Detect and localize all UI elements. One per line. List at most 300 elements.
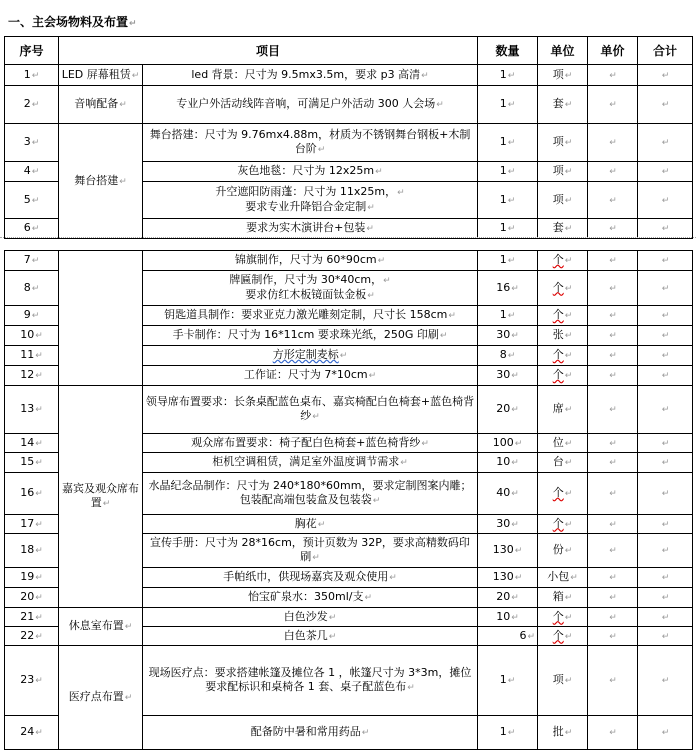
table-cell xyxy=(478,588,538,608)
table-cell xyxy=(143,86,478,124)
row-category: 医疗点布置 xyxy=(68,690,124,703)
table-cell xyxy=(5,386,59,434)
paragraph-mark: ↵ xyxy=(439,331,448,341)
row-qty: 1 xyxy=(499,192,507,206)
table-cell xyxy=(59,608,143,646)
paragraph-mark: ↵ xyxy=(448,311,456,321)
paragraph-mark: ↵ xyxy=(564,438,573,449)
paragraph-mark: ↵ xyxy=(31,167,40,177)
paragraph-mark: ↵ xyxy=(564,519,573,530)
paragraph-mark: ↵ xyxy=(564,631,573,642)
paragraph-mark: ↵ xyxy=(661,728,670,738)
paragraph-mark: ↵ xyxy=(511,489,519,499)
paragraph-mark: ↵ xyxy=(366,224,374,234)
row-unit: 项 xyxy=(552,67,564,81)
paragraph-mark: ↵ xyxy=(511,371,519,381)
paragraph-mark: ↵ xyxy=(400,458,408,468)
paragraph-mark: ↵ xyxy=(609,331,617,341)
table-cell xyxy=(478,473,538,515)
paragraph-mark: ↵ xyxy=(609,519,617,530)
row-description: 要求为实木演讲台+包装 xyxy=(246,221,366,234)
row-unit: 套 xyxy=(552,97,564,110)
paragraph-mark: ↵ xyxy=(609,676,617,686)
row-description: 工作证：尺寸为 7*10cm xyxy=(243,368,368,381)
row-unit: 席 xyxy=(552,402,564,415)
row-qty: 30 xyxy=(496,516,511,530)
paragraph-mark: ↵ xyxy=(317,519,326,530)
paragraph-mark: ↵ xyxy=(609,311,617,321)
paragraph-mark: ↵ xyxy=(35,458,43,468)
paragraph-mark: ↵ xyxy=(609,631,617,642)
paragraph-mark: ↵ xyxy=(124,693,133,703)
paragraph-mark: ↵ xyxy=(661,593,670,603)
table-cell xyxy=(538,86,588,124)
row-unit: 个 xyxy=(552,609,564,623)
table-cell xyxy=(143,182,478,219)
table-cell xyxy=(143,608,478,627)
paragraph-mark: ↵ xyxy=(564,489,573,499)
table-cell xyxy=(478,219,538,239)
paragraph-mark: ↵ xyxy=(609,405,617,415)
paragraph-mark: ↵ xyxy=(35,612,43,623)
paragraph-mark: ↵ xyxy=(609,70,617,81)
paragraph-mark: ↵ xyxy=(661,100,670,110)
table-cell xyxy=(478,646,538,716)
paragraph-mark: ↵ xyxy=(377,256,386,266)
paragraph-mark: ↵ xyxy=(31,70,40,81)
row-unit: 项 xyxy=(552,673,564,686)
table-cell xyxy=(5,434,59,453)
row-description: 锦旗制作，尺寸为 60*90cm xyxy=(234,253,377,266)
paragraph-mark: ↵ xyxy=(564,138,573,148)
row-seq: 15 xyxy=(20,455,35,468)
paragraph-mark: ↵ xyxy=(397,188,405,198)
table-cell xyxy=(538,219,588,239)
materials-table-part-1 xyxy=(4,36,693,239)
table-cell xyxy=(638,434,693,453)
paragraph-mark: ↵ xyxy=(609,458,617,468)
table-cell xyxy=(538,271,588,306)
row-seq: 11 xyxy=(20,348,35,361)
row-description-line-2: 要求仿红木板镜面钛金板 xyxy=(245,288,367,301)
paragraph-mark: ↵ xyxy=(35,351,43,361)
paragraph-mark: ↵ xyxy=(407,683,415,693)
paragraph-mark: ↵ xyxy=(564,593,573,603)
table-cell xyxy=(143,346,478,366)
table-cell xyxy=(588,86,638,124)
paragraph-mark: ↵ xyxy=(609,546,617,556)
paragraph-mark: ↵ xyxy=(372,496,381,506)
table-cell xyxy=(478,162,538,182)
row-seq: 9 xyxy=(23,308,31,321)
table-cell xyxy=(143,306,478,326)
table-cell xyxy=(638,124,693,162)
paragraph-mark: ↵ xyxy=(367,291,375,301)
table-cell xyxy=(638,588,693,608)
row-qty: 1 xyxy=(499,135,507,148)
table-cell xyxy=(143,124,478,162)
table-cell xyxy=(538,386,588,434)
table-cell xyxy=(638,86,693,124)
paragraph-mark: ↵ xyxy=(507,138,516,148)
paragraph-mark: ↵ xyxy=(507,676,516,686)
header-seq: 序号 xyxy=(5,37,59,65)
row-qty: 130 xyxy=(492,543,514,556)
table-cell xyxy=(538,716,588,750)
paragraph-mark: ↵ xyxy=(507,100,516,110)
table-cell xyxy=(5,65,59,86)
row-description: 配备防中暑和常用药品 xyxy=(250,725,361,738)
table-cell xyxy=(538,568,588,588)
row-qty: 1 xyxy=(499,97,507,110)
table-cell xyxy=(143,453,478,473)
table-cell xyxy=(59,124,143,239)
paragraph-mark: ↵ xyxy=(609,438,617,449)
table-cell xyxy=(478,515,538,534)
header-price: 单价 xyxy=(588,37,638,65)
paragraph-mark: ↵ xyxy=(511,458,519,468)
row-unit: 小包 xyxy=(547,570,570,583)
table-cell xyxy=(143,251,478,271)
table-cell xyxy=(143,386,478,434)
paragraph-mark: ↵ xyxy=(564,728,573,738)
table-cell xyxy=(5,627,59,646)
table-cell xyxy=(5,306,59,326)
header-total: 合计 xyxy=(638,37,693,65)
paragraph-mark: ↵ xyxy=(511,519,519,530)
table-cell xyxy=(143,271,478,306)
table-cell xyxy=(143,627,478,646)
table-cell xyxy=(143,534,478,568)
row-category: LED 屏幕租赁 xyxy=(61,67,131,81)
paragraph-mark: ↵ xyxy=(564,256,573,266)
row-seq: 16 xyxy=(20,486,35,499)
table-cell xyxy=(638,182,693,219)
paragraph-mark: ↵ xyxy=(609,612,617,623)
row-description: 手帕纸巾，供现场嘉宾及观众使用 xyxy=(223,570,389,583)
table-cell xyxy=(638,568,693,588)
table-cell xyxy=(588,386,638,434)
table-cell xyxy=(478,271,538,306)
table-cell xyxy=(5,182,59,219)
table-row xyxy=(5,86,693,124)
table-cell xyxy=(538,346,588,366)
row-qty: 20 xyxy=(496,590,511,603)
paragraph-mark: ↵ xyxy=(31,100,40,110)
paragraph-mark: ↵ xyxy=(661,167,670,177)
row-category: 休息室布置 xyxy=(68,619,124,632)
row-description: 牌匾制作，尺寸为 30*40cm， xyxy=(229,273,383,286)
paragraph-mark: ↵ xyxy=(317,145,326,155)
table-cell xyxy=(638,326,693,346)
table-cell xyxy=(538,65,588,86)
row-description: led 背景：尺寸为 9.5mx3.5m，要求 p3 高清 xyxy=(191,67,421,81)
table-cell xyxy=(588,251,638,271)
table-cell xyxy=(5,219,59,239)
paragraph-mark: ↵ xyxy=(661,573,670,583)
paragraph-mark: ↵ xyxy=(367,203,375,213)
table-cell xyxy=(143,219,478,239)
row-qty: 130 xyxy=(492,570,514,583)
paragraph-mark: ↵ xyxy=(31,311,40,321)
row-seq: 18 xyxy=(20,543,35,556)
paragraph-mark: ↵ xyxy=(328,612,337,623)
table-cell xyxy=(478,251,538,271)
paragraph-mark: ↵ xyxy=(511,283,519,294)
table-cell xyxy=(478,627,538,646)
table-cell xyxy=(638,646,693,716)
table-cell xyxy=(538,588,588,608)
table-cell xyxy=(588,608,638,627)
table-cell xyxy=(588,434,638,453)
paragraph-mark: ↵ xyxy=(511,405,519,415)
row-description: 方形定制麦标 xyxy=(272,348,339,361)
table-cell xyxy=(478,326,538,346)
table-cell xyxy=(538,534,588,568)
row-unit: 项 xyxy=(552,135,564,148)
row-unit: 项 xyxy=(552,164,564,177)
table-cell xyxy=(5,162,59,182)
paragraph-mark: ↵ xyxy=(661,224,670,234)
table-cell xyxy=(59,251,143,386)
table-cell xyxy=(478,608,538,627)
paragraph-mark: ↵ xyxy=(661,331,670,341)
table-cell xyxy=(588,646,638,716)
table-cell xyxy=(638,453,693,473)
paragraph-mark: ↵ xyxy=(661,612,670,623)
row-description: 舞台搭建：尺寸为 9.76mx4.88m，材质为不锈钢舞台钢板+木制台阶 xyxy=(149,128,471,155)
row-seq: 8 xyxy=(23,280,31,294)
row-unit: 个 xyxy=(552,516,564,530)
row-qty: 16 xyxy=(496,280,511,294)
paragraph-mark: ↵ xyxy=(609,371,617,381)
table-cell xyxy=(5,251,59,271)
table-cell xyxy=(638,306,693,326)
paragraph-mark: ↵ xyxy=(609,283,617,294)
table-cell xyxy=(478,434,538,453)
table-cell xyxy=(143,515,478,534)
paragraph-mark: ↵ xyxy=(564,458,573,468)
paragraph-mark: ↵ xyxy=(661,351,670,361)
row-seq: 23 xyxy=(20,673,35,686)
row-qty: 8 xyxy=(499,348,507,361)
paragraph-mark: ↵ xyxy=(661,195,670,206)
table-cell xyxy=(588,271,638,306)
row-qty: 1 xyxy=(499,308,507,321)
table-cell xyxy=(538,608,588,627)
table-cell xyxy=(5,473,59,515)
table-cell xyxy=(59,646,143,750)
row-qty: 30 xyxy=(496,328,511,341)
row-seq: 24 xyxy=(20,725,35,738)
row-seq: 10 xyxy=(20,328,35,341)
table-cell xyxy=(588,182,638,219)
table-cell xyxy=(538,453,588,473)
paragraph-mark: ↵ xyxy=(507,256,516,266)
paragraph-mark: ↵ xyxy=(102,499,111,509)
row-qty: 6 xyxy=(519,628,527,642)
paragraph-mark: ↵ xyxy=(35,593,43,603)
table-cell xyxy=(588,65,638,86)
paragraph-mark: ↵ xyxy=(312,412,320,422)
paragraph-mark: ↵ xyxy=(507,311,516,321)
row-description: 白色沙发 xyxy=(283,609,328,623)
table-cell xyxy=(638,473,693,515)
row-unit: 份 xyxy=(552,543,564,556)
row-seq: 12 xyxy=(20,368,35,381)
row-unit: 项 xyxy=(552,192,564,206)
table-cell xyxy=(143,366,478,386)
row-seq: 17 xyxy=(20,516,35,530)
paragraph-mark: 一、主会场物料及布置 xyxy=(8,15,129,29)
paragraph-mark: ↵ xyxy=(564,351,573,361)
paragraph-mark: ↵ xyxy=(35,728,43,738)
table-cell xyxy=(143,65,478,86)
paragraph-mark: ↵ xyxy=(564,331,573,341)
table-row xyxy=(5,608,693,627)
paragraph-mark: ↵ xyxy=(564,195,573,206)
paragraph-mark: ↵ xyxy=(364,593,373,603)
paragraph-mark: ↵ xyxy=(564,371,573,381)
table-cell xyxy=(5,716,59,750)
paragraph-mark: ↵ xyxy=(514,438,523,449)
table-cell xyxy=(638,716,693,750)
table-cell xyxy=(5,515,59,534)
paragraph-mark: ↵ xyxy=(119,100,127,110)
paragraph-mark: ↵ xyxy=(507,224,516,234)
table-cell xyxy=(478,65,538,86)
paragraph-mark: ↵ xyxy=(564,224,573,234)
table-cell xyxy=(638,251,693,271)
row-seq: 14 xyxy=(20,435,35,449)
paragraph-mark: ↵ xyxy=(421,438,429,449)
row-description: 观众席布置要求：椅子配白色椅套+蓝色椅背纱 xyxy=(191,435,421,449)
row-description: 胸花 xyxy=(294,516,317,530)
paragraph-mark: ↵ xyxy=(35,676,43,686)
table-cell xyxy=(638,386,693,434)
paragraph-mark: ↵ xyxy=(514,546,523,556)
paragraph-mark: ↵ xyxy=(609,195,617,206)
paragraph-mark: ↵ xyxy=(31,283,40,294)
paragraph-mark: ↵ xyxy=(661,438,670,449)
paragraph-mark: ↵ xyxy=(661,138,670,148)
table-row xyxy=(5,124,693,162)
paragraph-mark: ↵ xyxy=(35,371,43,381)
table-cell xyxy=(478,346,538,366)
paragraph-mark: ↵ xyxy=(661,256,670,266)
table-cell xyxy=(638,271,693,306)
table-cell xyxy=(143,434,478,453)
table-cell xyxy=(59,65,143,86)
table-cell xyxy=(5,346,59,366)
paragraph-mark: ↵ xyxy=(527,631,535,642)
table-cell xyxy=(638,65,693,86)
table-cell xyxy=(588,588,638,608)
paragraph-mark: ↵ xyxy=(361,728,370,738)
table-cell xyxy=(588,473,638,515)
row-seq: 5 xyxy=(23,192,31,206)
table-cell xyxy=(5,453,59,473)
table-cell xyxy=(143,326,478,346)
paragraph-mark: ↵ xyxy=(609,728,617,738)
paragraph-mark: ↵ xyxy=(609,256,617,266)
table-cell xyxy=(478,124,538,162)
row-qty: 20 xyxy=(496,402,511,415)
row-description: 领导席布置要求：长条桌配蓝色桌布、嘉宾椅配白色椅套+蓝色椅背纱 xyxy=(145,395,475,422)
row-qty: 10 xyxy=(496,455,511,468)
paragraph-mark: ↵ xyxy=(564,100,573,110)
table-cell xyxy=(588,534,638,568)
row-seq: 1 xyxy=(23,67,31,81)
table-cell xyxy=(638,627,693,646)
row-description: 白色茶几 xyxy=(283,628,328,642)
table-cell xyxy=(588,124,638,162)
header-qty: 数量 xyxy=(478,37,538,65)
table-cell xyxy=(478,306,538,326)
paragraph-mark: ↵ xyxy=(511,593,519,603)
row-unit: 位 xyxy=(552,435,564,449)
table-cell xyxy=(638,346,693,366)
table-cell xyxy=(5,608,59,627)
row-qty: 1 xyxy=(499,673,507,686)
paragraph-mark: ↵ xyxy=(124,622,133,632)
table-cell xyxy=(638,534,693,568)
paragraph-mark: ↵ xyxy=(609,593,617,603)
table-cell xyxy=(538,366,588,386)
table-cell xyxy=(5,568,59,588)
table-cell xyxy=(638,366,693,386)
paragraph-mark: ↵ xyxy=(312,553,320,563)
paragraph-mark: ↵ xyxy=(661,489,670,499)
paragraph-mark: ↵ xyxy=(661,371,670,381)
row-unit: 箱 xyxy=(552,590,564,603)
table-cell xyxy=(5,588,59,608)
row-unit: 个 xyxy=(552,348,564,361)
row-seq: 7 xyxy=(23,253,31,266)
table-cell xyxy=(59,386,143,608)
table-cell xyxy=(538,124,588,162)
row-seq: 3 xyxy=(23,135,31,148)
table-cell xyxy=(478,86,538,124)
row-unit: 个 xyxy=(552,486,564,499)
table-cell xyxy=(478,568,538,588)
paragraph-mark: ↵ xyxy=(609,138,617,148)
paragraph-mark: ↵ xyxy=(564,676,573,686)
paragraph-mark: ↵ xyxy=(661,311,670,321)
table-cell xyxy=(538,627,588,646)
paragraph-mark: ↵ xyxy=(661,546,670,556)
row-description: 钥匙道具制作：要求亚克力激光雕刻定制，尺寸长 158cm xyxy=(164,308,448,321)
row-description: 柜机空调租赁，满足室外温度调节需求 xyxy=(212,455,400,468)
paragraph-mark: ↵ xyxy=(661,283,670,294)
row-qty: 1 xyxy=(499,725,507,738)
paragraph-mark: ↵ xyxy=(564,612,573,623)
paragraph-mark: ↵ xyxy=(564,283,573,294)
table-cell xyxy=(5,271,59,306)
table-cell xyxy=(588,219,638,239)
row-qty: 1 xyxy=(499,253,507,266)
table-cell xyxy=(538,434,588,453)
row-qty: 40 xyxy=(496,486,511,499)
paragraph-mark: ↵ xyxy=(661,519,670,530)
table-cell xyxy=(588,346,638,366)
table-row xyxy=(5,65,693,86)
row-unit: 张 xyxy=(552,328,564,341)
paragraph-mark: ↵ xyxy=(35,331,43,341)
paragraph-mark: ↵ xyxy=(129,19,137,29)
table-cell xyxy=(478,386,538,434)
paragraph-mark: ↵ xyxy=(564,546,573,556)
